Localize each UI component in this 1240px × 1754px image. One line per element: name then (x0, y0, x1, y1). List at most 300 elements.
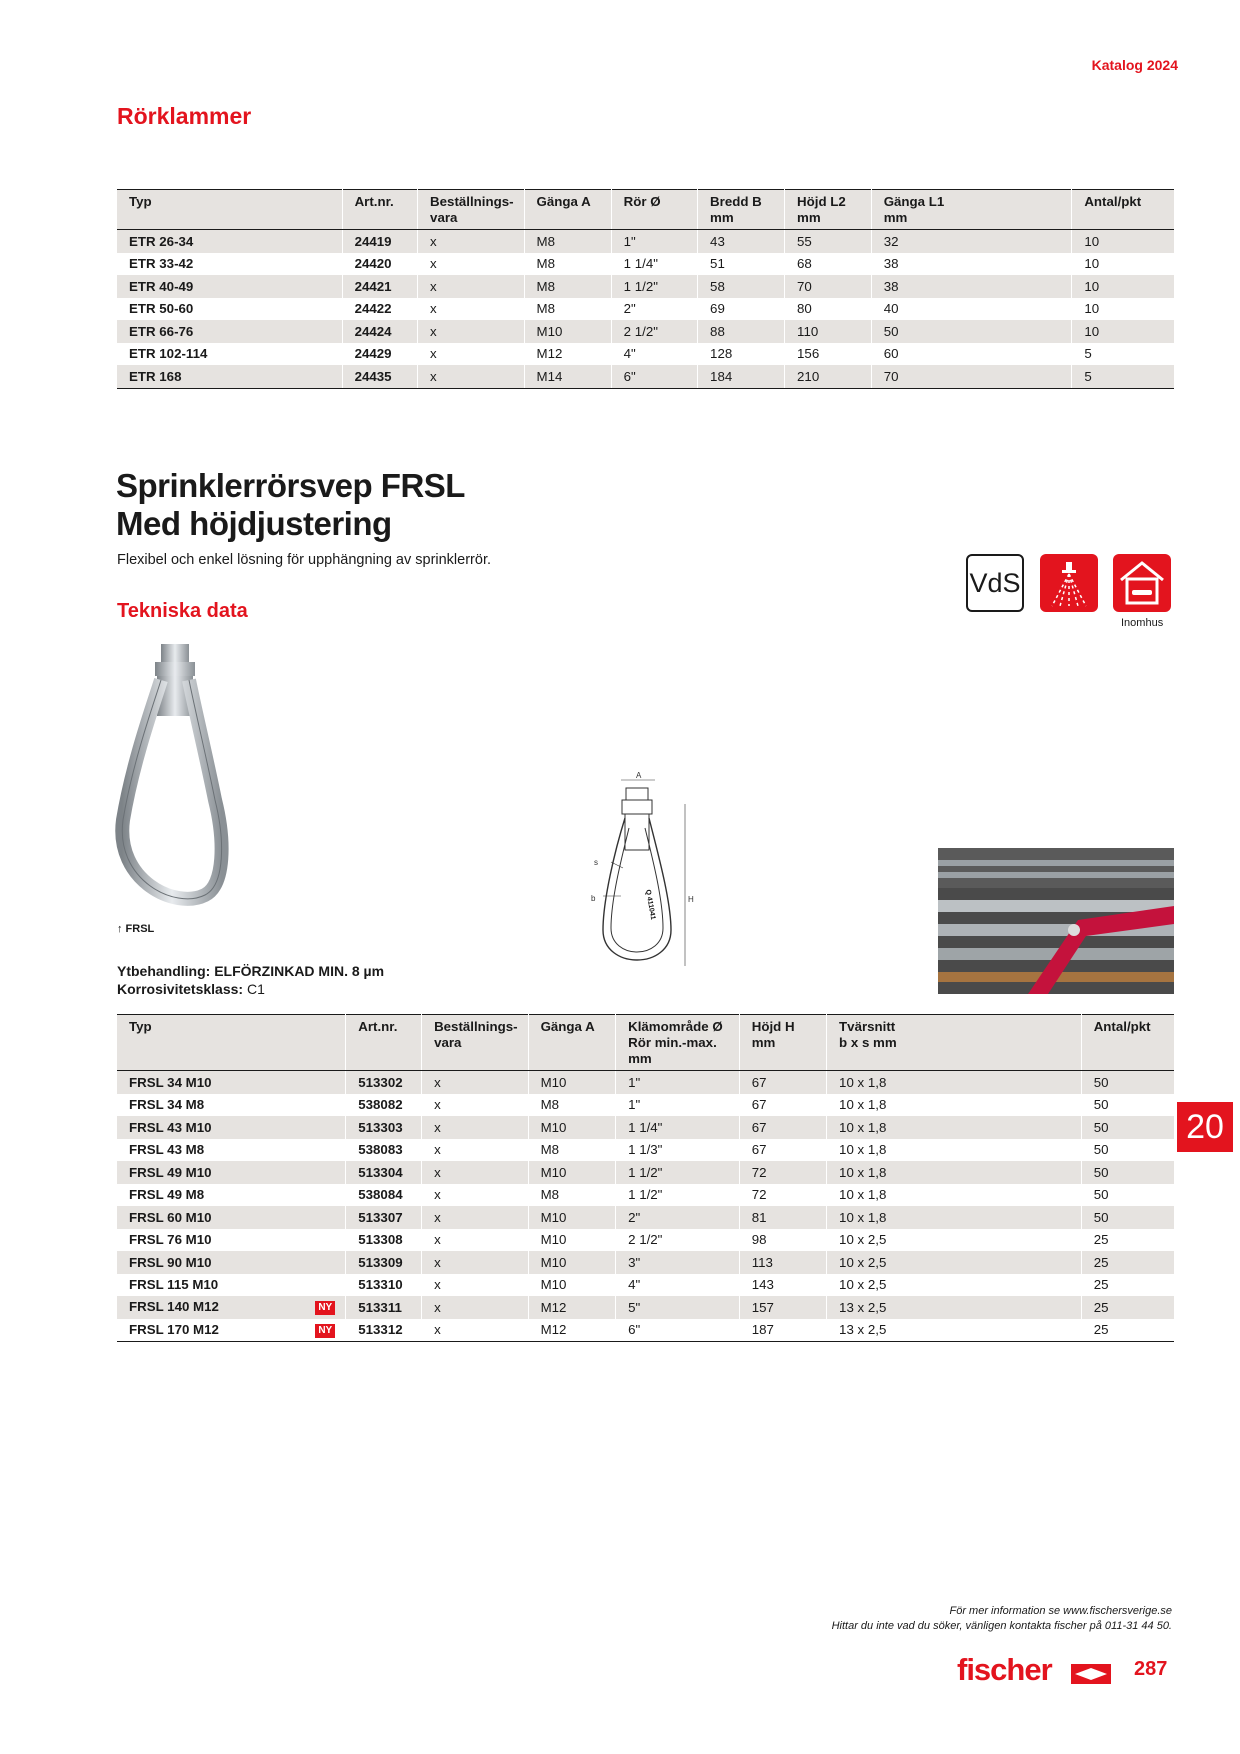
table-cell: 24421 (342, 275, 417, 298)
cell-value: FRSL 34 M10 (129, 1074, 212, 1090)
table-cell (827, 1296, 1082, 1319)
surface-label: Ytbehandling: (117, 963, 211, 979)
cell-value: 113 (751, 1254, 773, 1270)
column-header-line: Beställnings- (430, 194, 514, 209)
cell-value: 25 (1093, 1277, 1109, 1293)
indoor-icon (1113, 554, 1171, 612)
cell-value: x (434, 1209, 441, 1225)
table-cell (346, 1296, 422, 1319)
table-row (117, 1094, 1174, 1117)
corrosion-value: C1 (246, 981, 265, 997)
cell-value: 513304 (358, 1164, 403, 1180)
cell-value: x (434, 1164, 441, 1180)
table-cell: 2 1/2" (611, 320, 697, 343)
table-cell (827, 1206, 1082, 1229)
table-cell (827, 1319, 1082, 1342)
cell-value: x (434, 1299, 441, 1315)
cell-value: x (434, 1187, 441, 1203)
cell-value: 13 x 2,5 (839, 1299, 887, 1315)
table-cell (346, 1274, 422, 1297)
table-cell (117, 1184, 346, 1207)
image-caption: ↑ FRSL (117, 923, 155, 935)
column-header-line: Beställnings- (434, 1019, 518, 1034)
table-cell: 24420 (342, 253, 417, 276)
sprinkler-icon (1040, 554, 1098, 612)
fischer-logo: fischer (957, 1652, 1052, 1687)
table-cell (739, 1251, 826, 1274)
table-cell (739, 1184, 826, 1207)
table-cell: x (418, 230, 525, 253)
table-cell (616, 1094, 740, 1117)
column-header-line: Antal/pkt (1084, 194, 1142, 209)
cell-value: 67 (751, 1142, 767, 1158)
table-cell: M10 (524, 320, 611, 343)
table-cell (346, 1206, 422, 1229)
table-cell: 1" (611, 230, 697, 253)
column-header-line: Bredd B (710, 194, 762, 209)
cell-value: 1 1/3" (628, 1142, 663, 1158)
column-header-line: mm (797, 210, 821, 225)
cell-value: 10 x 1,8 (839, 1164, 887, 1180)
table-cell (117, 1139, 346, 1162)
table-cell (739, 1094, 826, 1117)
table-cell (827, 1251, 1082, 1274)
table-cell (739, 1139, 826, 1162)
cell-value: 513307 (358, 1209, 403, 1225)
table-cell: x (418, 253, 525, 276)
cell-value: 25 (1093, 1299, 1109, 1315)
table-cell (1081, 1319, 1174, 1342)
cell-value: M8 (540, 1187, 560, 1203)
column-header-line: Gänga A (540, 1019, 595, 1034)
table-cell (616, 1274, 740, 1297)
cell-value: 2" (628, 1209, 641, 1225)
table-row (117, 253, 1174, 276)
dim-mark: Q 411041 (644, 889, 657, 921)
table-row (117, 1206, 1174, 1229)
cell-value: x (434, 1074, 441, 1090)
table-cell (616, 1206, 740, 1229)
table-cell (827, 1184, 1082, 1207)
table-cell (528, 1071, 616, 1094)
table-cell (422, 1094, 529, 1117)
table-cell (422, 1071, 529, 1094)
dim-label-b: b (591, 894, 596, 903)
table-cell (346, 1139, 422, 1162)
cell-value: 1 1/2" (628, 1164, 663, 1180)
table-cell (827, 1274, 1082, 1297)
cell-value: 25 (1093, 1322, 1109, 1338)
cell-value: 2 1/2" (628, 1232, 663, 1248)
column-header (871, 190, 1072, 230)
table-cell (528, 1116, 616, 1139)
table-cell (827, 1071, 1082, 1094)
cell-value: FRSL 170 M12 (129, 1321, 219, 1337)
cell-value: 10 x 2,5 (839, 1254, 887, 1270)
cell-value: FRSL 49 M8 (129, 1187, 205, 1203)
table-cell: 2" (611, 298, 697, 321)
cell-value: 157 (751, 1299, 774, 1315)
table-cell (616, 1251, 740, 1274)
cell-value: 67 (751, 1097, 767, 1113)
cell-value: 513303 (358, 1119, 403, 1135)
table-cell: M8 (524, 275, 611, 298)
table-row (117, 1071, 1174, 1094)
frsl-product-image (115, 640, 235, 910)
table-cell: 40 (871, 298, 1072, 321)
table-cell (117, 1161, 346, 1184)
column-header (528, 1015, 616, 1071)
table-cell: x (418, 365, 525, 388)
table-cell (827, 1116, 1082, 1139)
table-cell (739, 1296, 826, 1319)
table-cell: ETR 66-76 (117, 320, 342, 343)
cell-value: 538084 (358, 1187, 403, 1203)
cell-value: FRSL 90 M10 (129, 1254, 212, 1270)
table-cell: 1 1/2" (611, 275, 697, 298)
column-header (739, 1015, 826, 1071)
column-header-line: Antal/pkt (1093, 1019, 1151, 1034)
footer-note (832, 1604, 1172, 1634)
section-title-pipe-clamps: Rörklammer (117, 103, 252, 129)
table-cell: 70 (871, 365, 1072, 388)
table-row (117, 1319, 1174, 1342)
column-header-line: Rör Ø (623, 194, 661, 209)
table-cell (827, 1094, 1082, 1117)
dimension-drawing (585, 770, 700, 985)
table-cell (117, 1274, 346, 1297)
table-cell: 60 (871, 343, 1072, 366)
table-row (117, 1116, 1174, 1139)
column-header-line: Art.nr. (358, 1019, 398, 1034)
cell-value: M10 (540, 1209, 567, 1225)
fischer-logo-mark (1071, 1664, 1111, 1684)
table-row (117, 1184, 1174, 1207)
dim-label-s: s (594, 858, 598, 867)
table-cell (528, 1274, 616, 1297)
table-cell: M14 (524, 365, 611, 388)
cell-value: 513312 (358, 1322, 403, 1338)
column-header-line: mm (710, 210, 734, 225)
cell-value: 10 x 1,8 (839, 1209, 887, 1225)
table-cell (528, 1229, 616, 1252)
cell-value: 6" (628, 1322, 641, 1338)
table-cell: 184 (698, 365, 785, 388)
table-row (117, 275, 1174, 298)
column-header-line: b x s mm (839, 1035, 897, 1050)
cell-value: 3" (628, 1254, 641, 1270)
column-header-line: Höjd L2 (797, 194, 846, 209)
table-cell (616, 1139, 740, 1162)
cell-value: M10 (540, 1164, 567, 1180)
column-header (346, 1015, 422, 1071)
table-cell: 80 (785, 298, 872, 321)
cell-value: x (434, 1277, 441, 1293)
cell-value: M12 (540, 1299, 567, 1315)
table-cell (422, 1296, 529, 1319)
table-cell (528, 1161, 616, 1184)
table-cell: 38 (871, 253, 1072, 276)
cell-value: x (434, 1119, 441, 1135)
table-cell: ETR 33-42 (117, 253, 342, 276)
cell-value: 10 x 2,5 (839, 1277, 887, 1293)
column-header (1081, 1015, 1174, 1071)
table-row (117, 298, 1174, 321)
table-cell (117, 1094, 346, 1117)
column-header (342, 190, 417, 230)
table-cell: 24435 (342, 365, 417, 388)
cell-value: 513311 (358, 1299, 402, 1315)
cell-value: x (434, 1097, 441, 1113)
column-header (698, 190, 785, 230)
table-cell: 10 (1084, 301, 1100, 317)
table-cell (346, 1071, 422, 1094)
cell-value: 10 x 1,8 (839, 1142, 887, 1158)
table-cell: ETR 102-114 (117, 343, 342, 366)
vds-badge: VdS (966, 554, 1024, 612)
surface-info (117, 962, 384, 998)
table-cell (528, 1206, 616, 1229)
product-title: Sprinklerrörsvep FRSL (116, 467, 465, 504)
table-cell (422, 1274, 529, 1297)
cell-value: x (434, 1232, 441, 1248)
table-cell (1081, 1206, 1174, 1229)
cell-value: 10 x 1,8 (839, 1097, 887, 1113)
table-cell (117, 1319, 346, 1342)
column-header-line: Gänga L1 (883, 194, 945, 209)
surface-value: ELFÖRZINKAD MIN. 8 µm (214, 963, 385, 979)
cell-value: M10 (540, 1119, 567, 1135)
table-cell (422, 1139, 529, 1162)
table-row (117, 1251, 1174, 1274)
column-header-line: Höjd H (751, 1019, 795, 1034)
installation-photo (938, 848, 1174, 994)
cell-value: 538083 (358, 1142, 403, 1158)
cell-value: 25 (1093, 1232, 1109, 1248)
column-header (1072, 190, 1174, 230)
table-cell: 58 (698, 275, 785, 298)
column-header-line: Klämområde Ø (628, 1019, 723, 1034)
table-cell (616, 1116, 740, 1139)
table-cell: 88 (698, 320, 785, 343)
table-row (117, 365, 1174, 388)
cell-value: FRSL 43 M10 (129, 1119, 212, 1135)
cell-value: 50 (1093, 1074, 1109, 1090)
table-cell: 6" (611, 365, 697, 388)
column-header (827, 1015, 1082, 1071)
cell-value: 72 (751, 1187, 767, 1203)
table-cell (117, 1229, 346, 1252)
table-cell (346, 1094, 422, 1117)
table-cell (528, 1296, 616, 1319)
table-cell (528, 1094, 616, 1117)
cell-value: 1 1/2" (628, 1187, 663, 1203)
table-cell: 156 (785, 343, 872, 366)
table-cell (422, 1251, 529, 1274)
column-header-line: Rör min.-max. mm (628, 1035, 717, 1066)
table-cell (117, 1206, 346, 1229)
table-row (117, 343, 1174, 366)
table-cell (422, 1319, 529, 1342)
table-cell: 70 (785, 275, 872, 298)
product-subtitle: Med höjdjustering (116, 505, 392, 542)
table-cell (616, 1229, 740, 1252)
column-header (117, 190, 342, 230)
cell-value: 72 (751, 1164, 767, 1180)
table-cell (1081, 1296, 1174, 1319)
table-cell: 210 (785, 365, 872, 388)
product-intro: Flexibel och enkel lösning för upphängning av sprinklerrör. (117, 552, 491, 568)
table-cell (528, 1184, 616, 1207)
table-cell: 69 (698, 298, 785, 321)
table-cell: M8 (524, 298, 611, 321)
table-cell (117, 1071, 346, 1094)
column-header-line: mm (883, 210, 908, 225)
column-header (117, 1015, 346, 1071)
catalog-label: Katalog 2024 (1091, 57, 1178, 73)
cell-value: FRSL 60 M10 (129, 1209, 212, 1225)
table-cell: 4" (611, 343, 697, 366)
table-cell (1081, 1116, 1174, 1139)
table-cell: x (418, 343, 525, 366)
cell-value: 1" (628, 1074, 641, 1090)
table-cell (616, 1296, 740, 1319)
table-cell (739, 1206, 826, 1229)
table-cell: 38 (871, 275, 1072, 298)
table-cell (528, 1251, 616, 1274)
table-row (117, 1296, 1174, 1319)
column-header (524, 190, 611, 230)
table-cell: 10 (1072, 230, 1174, 253)
table-cell (739, 1161, 826, 1184)
column-header (616, 1015, 740, 1071)
cell-value: M10 (540, 1074, 567, 1090)
table-cell: x (418, 275, 525, 298)
cell-value: M8 (540, 1142, 560, 1158)
table-row (117, 1274, 1174, 1297)
table-row (117, 230, 1174, 253)
table-cell: M8 (524, 230, 611, 253)
table-cell (528, 1319, 616, 1342)
cell-value: 50 (1093, 1209, 1109, 1225)
corrosion-label: Korrosivitetsklass: (117, 981, 244, 997)
table-cell (1081, 1229, 1174, 1252)
new-badge: NY (315, 1301, 335, 1315)
cell-value: FRSL 76 M10 (129, 1232, 212, 1248)
table-cell (739, 1229, 826, 1252)
table-cell (117, 1251, 346, 1274)
dim-label-a: A (636, 771, 642, 780)
table-cell: M8 (524, 253, 611, 276)
cell-value: 98 (751, 1232, 767, 1248)
column-header-line: Tvärsnitt (839, 1019, 896, 1034)
column-header-line: Gänga A (536, 194, 591, 209)
table-cell (346, 1229, 422, 1252)
table-cell: 24429 (342, 343, 417, 366)
cell-value: FRSL 49 M10 (129, 1164, 212, 1180)
column-header (418, 190, 525, 230)
cell-value: 25 (1093, 1254, 1109, 1270)
table-cell (117, 1296, 346, 1319)
column-header-line: Typ (129, 194, 152, 209)
table-cell (827, 1161, 1082, 1184)
table-cell (616, 1184, 740, 1207)
table-row (117, 1139, 1174, 1162)
cell-value: 1" (628, 1097, 641, 1113)
table-cell: 24424 (342, 320, 417, 343)
column-header-line: mm (751, 1035, 776, 1050)
cell-value: 513302 (358, 1074, 403, 1090)
footer-line-2: Hittar du inte vad du söker, vänligen kontakta fischer på 011-31 44 50. (831, 1620, 1172, 1632)
column-header-line: vara (434, 1035, 462, 1050)
cell-value: 538082 (358, 1097, 403, 1113)
cell-value: 1 1/4" (628, 1119, 663, 1135)
table-cell (1081, 1071, 1174, 1094)
cell-value: 10 x 1,8 (839, 1187, 887, 1203)
table-cell: M12 (524, 343, 611, 366)
table-cell: ETR 50-60 (117, 298, 342, 321)
table-cell (528, 1139, 616, 1162)
column-header (611, 190, 697, 230)
table-cell: ETR 26-34 (117, 230, 342, 253)
table-cell: 24419 (342, 230, 417, 253)
table-cell (1081, 1251, 1174, 1274)
table-cell: 5 (1084, 346, 1092, 362)
column-header-line: Art.nr. (354, 194, 394, 209)
cell-value: x (434, 1142, 441, 1158)
table-cell: 10 (1072, 275, 1174, 298)
chapter-tab[interactable]: 20 (1177, 1102, 1233, 1152)
cell-value: 13 x 2,5 (839, 1322, 887, 1338)
table-cell: x (418, 298, 525, 321)
table-cell: 5 (1072, 365, 1174, 388)
indoor-label: Inomhus (1121, 617, 1164, 629)
table-cell: 128 (698, 343, 785, 366)
dim-label-h: H (688, 895, 694, 904)
cell-value: M12 (540, 1322, 567, 1338)
cell-value: 4" (628, 1277, 641, 1293)
technical-data-heading: Tekniska data (117, 600, 248, 622)
table-cell (422, 1116, 529, 1139)
table-cell (739, 1319, 826, 1342)
cell-value: M10 (540, 1232, 567, 1248)
table-cell: 10 (1072, 320, 1174, 343)
table-row (117, 1161, 1174, 1184)
cell-value: FRSL 43 M8 (129, 1142, 205, 1158)
table-cell (827, 1229, 1082, 1252)
table-cell (346, 1251, 422, 1274)
cell-value: 50 (1093, 1119, 1109, 1135)
cell-value: 67 (751, 1119, 767, 1135)
column-header (422, 1015, 529, 1071)
cell-value: 10 x 2,5 (839, 1232, 887, 1248)
table-cell: 1 1/4" (611, 253, 697, 276)
cell-value: 50 (1093, 1187, 1109, 1203)
table-cell: 50 (871, 320, 1072, 343)
table-row (117, 1229, 1174, 1252)
column-header-line: vara (430, 210, 458, 225)
table-cell: x (418, 320, 525, 343)
table-cell: 10 (1084, 256, 1100, 272)
cell-value: FRSL 115 M10 (129, 1277, 219, 1293)
cell-value: 10 x 1,8 (839, 1074, 887, 1090)
pipe-clamp-table (117, 189, 1174, 389)
cell-value: 187 (751, 1322, 774, 1338)
table-cell: ETR 40-49 (117, 275, 342, 298)
cell-value: FRSL 140 M12 (129, 1299, 219, 1315)
table-cell (739, 1274, 826, 1297)
cell-value: 513310 (358, 1277, 403, 1293)
